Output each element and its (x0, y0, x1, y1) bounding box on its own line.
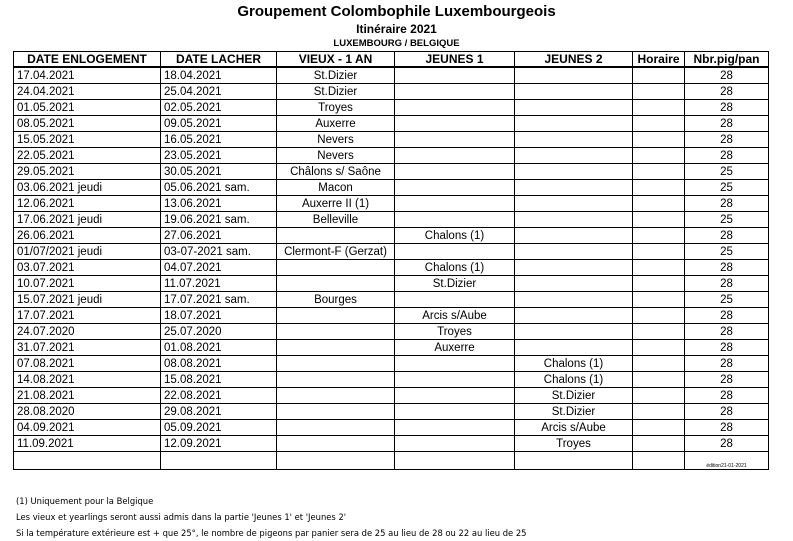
cell-jeunes-1 (395, 148, 515, 164)
cell-jeunes-1 (395, 164, 515, 180)
cell-date-enlogement: 07.08.2021 (14, 356, 161, 372)
cell-date-enlogement: 01/07/2021 jeudi (14, 244, 161, 260)
cell-date-enlogement: 26.06.2021 (14, 228, 161, 244)
table-row (14, 308, 769, 324)
table-row (14, 324, 769, 340)
cell-date-lacher: 25.07.2020 (161, 324, 277, 340)
cell-vieux (277, 420, 395, 436)
cell-jeunes-1 (395, 212, 515, 228)
cell-nbr-pig: 28 (685, 132, 769, 148)
cell-jeunes-1 (395, 244, 515, 260)
cell-nbr-pig: 28 (685, 276, 769, 292)
table-row (14, 292, 769, 308)
table-row (14, 148, 769, 164)
cell-horaire (633, 164, 685, 180)
cell-horaire (633, 388, 685, 404)
cell-horaire (633, 244, 685, 260)
cell-nbr-pig: 28 (685, 148, 769, 164)
cell-jeunes-1: Chalons (1) (395, 228, 515, 244)
cell-jeunes-2 (515, 67, 633, 84)
cell-date-enlogement: 21.08.2021 (14, 388, 161, 404)
cell-jeunes-2 (515, 180, 633, 196)
cell-horaire (633, 116, 685, 132)
cell-jeunes-2: Chalons (1) (515, 356, 633, 372)
cell-jeunes-1 (395, 116, 515, 132)
page-subtitle: Itinéraire 2021 (356, 22, 437, 36)
cell-date-enlogement: 03.07.2021 (14, 260, 161, 276)
table-row (14, 276, 769, 292)
cell-date-enlogement: 28.08.2020 (14, 404, 161, 420)
cell-jeunes-2 (515, 244, 633, 260)
cell-jeunes-2 (515, 100, 633, 116)
cell-date-lacher: 02.05.2021 (161, 100, 277, 116)
table-row (14, 436, 769, 452)
cell-date-enlogement: 29.05.2021 (14, 164, 161, 180)
cell-vieux: Clermont-F (Gerzat) (277, 244, 395, 260)
cell-date-enlogement: 14.08.2021 (14, 372, 161, 388)
cell-horaire (633, 196, 685, 212)
cell-date-lacher: 27.06.2021 (161, 228, 277, 244)
footnote: Si la température extérieure est + que 25°, le nombre de pigeons par panier sera de 25 au lieu de 28 ou 22 au lieu de 25 (16, 528, 527, 538)
cell-vieux (277, 372, 395, 388)
cell-date-lacher: 12.09.2021 (161, 436, 277, 452)
cell-horaire (633, 132, 685, 148)
cell-nbr-pig: 28 (685, 260, 769, 276)
cell-date-enlogement: 15.07.2021 jeudi (14, 292, 161, 308)
cell-horaire (633, 452, 685, 470)
cell-nbr-pig: 28 (685, 100, 769, 116)
cell-date-lacher: 13.06.2021 (161, 196, 277, 212)
cell-nbr-pig: 28 (685, 388, 769, 404)
cell-jeunes-1 (395, 388, 515, 404)
col-header-vieux: VIEUX - 1 AN (277, 52, 395, 68)
cell-horaire (633, 100, 685, 116)
table-row (14, 164, 769, 180)
edition-stamp: édition21-01-2021 (685, 452, 769, 470)
table-row (14, 67, 769, 84)
table-row (14, 404, 769, 420)
cell-date-lacher: 25.04.2021 (161, 84, 277, 100)
cell-date-enlogement (14, 452, 161, 470)
cell-jeunes-2 (515, 276, 633, 292)
cell-nbr-pig: 28 (685, 436, 769, 452)
cell-vieux: Bourges (277, 292, 395, 308)
cell-jeunes-1 (395, 100, 515, 116)
cell-jeunes-1: Arcis s/Aube (395, 308, 515, 324)
cell-nbr-pig: 28 (685, 67, 769, 84)
cell-jeunes-1 (395, 436, 515, 452)
cell-date-lacher: 03-07-2021 sam. (161, 244, 277, 260)
cell-date-lacher: 23.05.2021 (161, 148, 277, 164)
cell-date-enlogement: 17.06.2021 jeudi (14, 212, 161, 228)
cell-horaire (633, 292, 685, 308)
cell-vieux (277, 356, 395, 372)
cell-nbr-pig: 25 (685, 164, 769, 180)
cell-date-enlogement: 08.05.2021 (14, 116, 161, 132)
cell-nbr-pig: 28 (685, 196, 769, 212)
cell-vieux: Auxerre II (1) (277, 196, 395, 212)
cell-jeunes-2 (515, 196, 633, 212)
itinerary-table (13, 51, 769, 470)
cell-jeunes-2: Arcis s/Aube (515, 420, 633, 436)
footnotes (16, 493, 527, 541)
cell-vieux (277, 452, 395, 470)
cell-horaire (633, 212, 685, 228)
cell-jeunes-2 (515, 260, 633, 276)
cell-jeunes-2 (515, 292, 633, 308)
cell-vieux: Troyes (277, 100, 395, 116)
cell-date-lacher: 01.08.2021 (161, 340, 277, 356)
cell-jeunes-2 (515, 164, 633, 180)
cell-jeunes-2 (515, 324, 633, 340)
cell-vieux: St.Dizier (277, 67, 395, 84)
cell-vieux: Belleville (277, 212, 395, 228)
cell-horaire (633, 372, 685, 388)
cell-horaire (633, 356, 685, 372)
cell-vieux (277, 388, 395, 404)
col-header-nbr-pig: Nbr.pig/pan (685, 52, 769, 68)
cell-jeunes-1 (395, 372, 515, 388)
col-header-horaire: Horaire (633, 52, 685, 68)
table-row (14, 132, 769, 148)
cell-vieux (277, 228, 395, 244)
table-row (14, 84, 769, 100)
cell-date-enlogement: 22.05.2021 (14, 148, 161, 164)
cell-date-enlogement: 24.07.2020 (14, 324, 161, 340)
table-row (14, 420, 769, 436)
cell-vieux: Châlons s/ Saône (277, 164, 395, 180)
cell-jeunes-1 (395, 196, 515, 212)
cell-horaire (633, 260, 685, 276)
cell-jeunes-2 (515, 132, 633, 148)
table-row (14, 372, 769, 388)
col-header-date-enlogement: DATE ENLOGEMENT (14, 52, 161, 68)
cell-vieux (277, 276, 395, 292)
cell-jeunes-2 (515, 452, 633, 470)
cell-vieux: Nevers (277, 132, 395, 148)
cell-nbr-pig: 25 (685, 180, 769, 196)
cell-jeunes-1 (395, 84, 515, 100)
cell-date-enlogement: 12.06.2021 (14, 196, 161, 212)
cell-vieux (277, 404, 395, 420)
cell-jeunes-1 (395, 67, 515, 84)
page-title: Groupement Colombophile Luxembourgeois (237, 3, 556, 20)
cell-date-lacher: 05.06.2021 sam. (161, 180, 277, 196)
cell-date-enlogement: 15.05.2021 (14, 132, 161, 148)
cell-nbr-pig: 28 (685, 84, 769, 100)
col-header-jeunes-1: JEUNES 1 (395, 52, 515, 68)
cell-nbr-pig: 28 (685, 356, 769, 372)
cell-nbr-pig: 28 (685, 404, 769, 420)
cell-date-lacher: 22.08.2021 (161, 388, 277, 404)
table-row (14, 228, 769, 244)
table-row (14, 116, 769, 132)
cell-jeunes-1: Chalons (1) (395, 260, 515, 276)
cell-date-enlogement: 10.07.2021 (14, 276, 161, 292)
cell-nbr-pig: 28 (685, 340, 769, 356)
cell-jeunes-2: Troyes (515, 436, 633, 452)
table-row (14, 388, 769, 404)
col-header-date-lacher: DATE LACHER (161, 52, 277, 68)
cell-jeunes-1: Troyes (395, 324, 515, 340)
cell-vieux: Nevers (277, 148, 395, 164)
table-row (14, 340, 769, 356)
cell-horaire (633, 228, 685, 244)
cell-date-enlogement: 17.04.2021 (14, 67, 161, 84)
table-row (14, 196, 769, 212)
cell-jeunes-1 (395, 404, 515, 420)
cell-horaire (633, 180, 685, 196)
cell-horaire (633, 436, 685, 452)
cell-jeunes-2 (515, 84, 633, 100)
cell-vieux (277, 340, 395, 356)
cell-jeunes-1 (395, 292, 515, 308)
cell-date-enlogement: 03.06.2021 jeudi (14, 180, 161, 196)
cell-date-lacher: 17.07.2021 sam. (161, 292, 277, 308)
footnote: (1) Uniquement pour la Belgique (16, 496, 154, 506)
cell-horaire (633, 404, 685, 420)
cell-nbr-pig: 25 (685, 244, 769, 260)
cell-date-lacher: 29.08.2021 (161, 404, 277, 420)
cell-jeunes-1 (395, 420, 515, 436)
cell-jeunes-2: St.Dizier (515, 404, 633, 420)
cell-jeunes-2: Chalons (1) (515, 372, 633, 388)
cell-date-lacher: 08.08.2021 (161, 356, 277, 372)
cell-jeunes-2 (515, 340, 633, 356)
footnote: Les vieux et yearlings seront aussi admis dans la partie 'Jeunes 1' et 'Jeunes 2' (16, 512, 347, 522)
cell-jeunes-1 (395, 180, 515, 196)
cell-vieux: St.Dizier (277, 84, 395, 100)
cell-date-enlogement: 17.07.2021 (14, 308, 161, 324)
cell-jeunes-2 (515, 148, 633, 164)
col-header-jeunes-2: JEUNES 2 (515, 52, 633, 68)
cell-jeunes-2 (515, 116, 633, 132)
cell-date-lacher: 16.05.2021 (161, 132, 277, 148)
table-header-row (14, 52, 769, 68)
cell-date-lacher: 19.06.2021 sam. (161, 212, 277, 228)
cell-nbr-pig: 28 (685, 116, 769, 132)
cell-jeunes-1: Auxerre (395, 340, 515, 356)
cell-date-enlogement: 11.09.2021 (14, 436, 161, 452)
cell-jeunes-2 (515, 228, 633, 244)
cell-date-lacher: 30.05.2021 (161, 164, 277, 180)
cell-horaire (633, 67, 685, 84)
cell-jeunes-1: St.Dizier (395, 276, 515, 292)
table-row (14, 100, 769, 116)
cell-date-enlogement: 31.07.2021 (14, 340, 161, 356)
cell-jeunes-2 (515, 308, 633, 324)
cell-nbr-pig: 25 (685, 292, 769, 308)
cell-horaire (633, 420, 685, 436)
cell-date-lacher: 15.08.2021 (161, 372, 277, 388)
cell-date-lacher: 18.07.2021 (161, 308, 277, 324)
cell-nbr-pig: 28 (685, 420, 769, 436)
cell-horaire (633, 148, 685, 164)
cell-vieux: Macon (277, 180, 395, 196)
cell-nbr-pig: 28 (685, 308, 769, 324)
cell-vieux (277, 324, 395, 340)
cell-horaire (633, 276, 685, 292)
cell-vieux (277, 436, 395, 452)
cell-vieux (277, 308, 395, 324)
cell-jeunes-1 (395, 452, 515, 470)
table-row (14, 452, 769, 470)
cell-jeunes-1 (395, 132, 515, 148)
table-row (14, 260, 769, 276)
cell-date-lacher: 04.07.2021 (161, 260, 277, 276)
table-row (14, 212, 769, 228)
cell-vieux: Auxerre (277, 116, 395, 132)
cell-date-lacher (161, 452, 277, 470)
table-row (14, 356, 769, 372)
cell-jeunes-2 (515, 212, 633, 228)
cell-jeunes-1 (395, 356, 515, 372)
cell-horaire (633, 324, 685, 340)
cell-jeunes-2: St.Dizier (515, 388, 633, 404)
cell-date-enlogement: 04.09.2021 (14, 420, 161, 436)
cell-nbr-pig: 28 (685, 324, 769, 340)
region-label: LUXEMBOURG / BELGIQUE (333, 38, 460, 49)
cell-date-lacher: 05.09.2021 (161, 420, 277, 436)
cell-date-enlogement: 24.04.2021 (14, 84, 161, 100)
cell-date-lacher: 09.05.2021 (161, 116, 277, 132)
table-row (14, 180, 769, 196)
cell-nbr-pig: 25 (685, 212, 769, 228)
cell-vieux (277, 260, 395, 276)
cell-date-enlogement: 01.05.2021 (14, 100, 161, 116)
cell-horaire (633, 84, 685, 100)
cell-date-lacher: 11.07.2021 (161, 276, 277, 292)
cell-horaire (633, 308, 685, 324)
cell-horaire (633, 340, 685, 356)
cell-nbr-pig: 28 (685, 228, 769, 244)
table-row (14, 244, 769, 260)
cell-date-lacher: 18.04.2021 (161, 67, 277, 84)
cell-nbr-pig: 28 (685, 372, 769, 388)
